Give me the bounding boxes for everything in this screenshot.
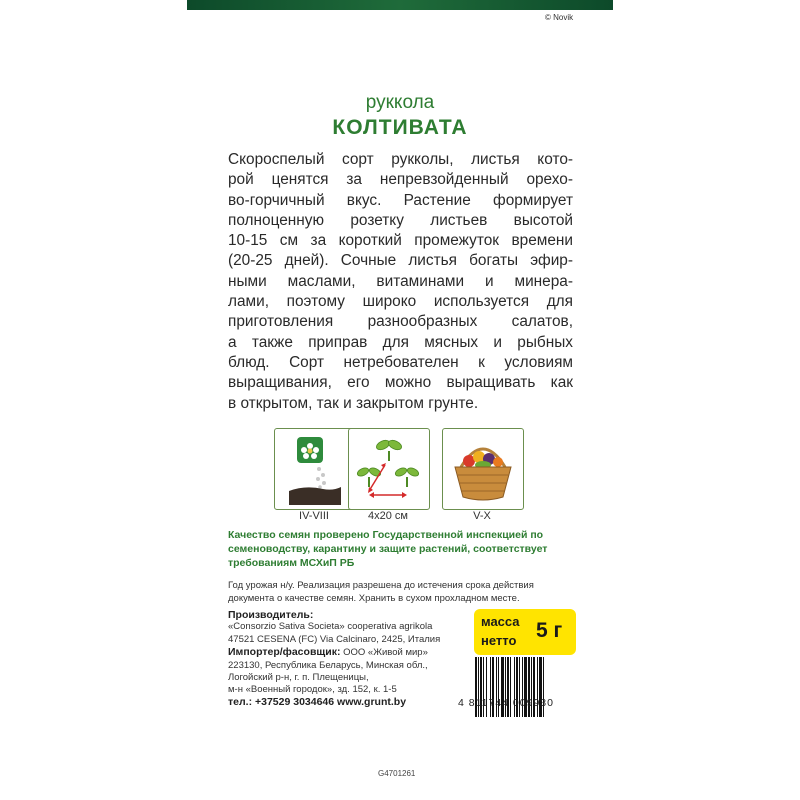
- product-code: G4701261: [378, 769, 416, 778]
- producer-line: «Consorzio Sativa Societa» cooperativa agrikola: [228, 621, 433, 633]
- importer-address: Логойский р-н, г. п. Плещеницы,: [228, 672, 369, 684]
- quality-line: семеноводству, карантину и защите растений, соответствует: [228, 543, 548, 555]
- importer-name: ООО «Живой мир»: [340, 647, 428, 659]
- planting-scheme-icon: [348, 428, 430, 510]
- planting-scheme-label: 4x20 см: [368, 510, 408, 522]
- contacts: тел.: +37529 3034646 www.grunt.by: [228, 696, 407, 708]
- description-line: Скороспелый сорт рукколы, листья кото-: [228, 151, 573, 168]
- sowing-icon: [274, 428, 356, 510]
- sowing-period-label: IV-VIII: [299, 510, 329, 522]
- description-line: ными маслами, витаминами и минера-: [228, 272, 573, 290]
- harvest-note-line: документа о качестве семян. Хранить в сухом прохладном месте.: [228, 593, 520, 604]
- quality-line: Качество семян проверено Государственной инспекцией по: [228, 529, 544, 541]
- description-line: (20-25 дней). Сочные листья богаты эфир-: [228, 252, 573, 270]
- description-line: во-горчичный вкус. Растение формирует: [228, 191, 573, 209]
- barcode-number: 4 811744 009930: [458, 697, 554, 709]
- weight-value: 5 г: [536, 619, 563, 642]
- harvest-period-label: V-X: [473, 510, 491, 522]
- description-line: выращивания, его можно выращивать как: [228, 374, 573, 392]
- top-brand-band: [187, 0, 613, 10]
- description-line: приготовления разнообразных салатов,: [228, 313, 573, 331]
- description-line: рой ценятся за непревзойденный орехо-: [228, 171, 573, 189]
- weight-label: нетто: [481, 633, 517, 648]
- importer-address: м-н «Военный городок», зд. 152, к. 1-5: [228, 684, 397, 696]
- importer-address: 223130, Республика Беларусь, Минская обл.,: [228, 659, 428, 671]
- harvest-basket-icon: [442, 428, 524, 510]
- importer-title: Импортер/фасовщик:: [228, 646, 341, 659]
- quality-line: требованиям МСХиП РБ: [228, 557, 355, 569]
- product-type: руккола: [365, 92, 435, 113]
- description-line: 10-15 см за короткий промежуток времени: [228, 232, 573, 250]
- product-name: КОЛТИВАТА: [332, 116, 468, 139]
- producer-line: 47521 CESENA (FC) Via Calcinaro, 2425, Италия: [228, 633, 441, 645]
- description-line: блюд. Сорт нетребователен к условиям: [228, 353, 573, 371]
- harvest-note-line: Год урожая н/у. Реализация разрешена до истечения срока действия: [228, 580, 534, 591]
- producer-info: [228, 609, 468, 697]
- description-line: полноценную розетку листьев высотой: [228, 211, 573, 229]
- net-weight-badge: [474, 609, 576, 655]
- description-line: в открытом, так и закрытом грунте.: [228, 394, 479, 412]
- description: [228, 150, 573, 414]
- weight-label: масса: [481, 614, 520, 629]
- copyright: © Novik: [545, 13, 574, 22]
- harvest-note: [228, 579, 588, 605]
- description-line: а также приправ для мясных и рыбных: [228, 333, 573, 351]
- description-line: лами, поэтому широко используется для: [228, 293, 573, 311]
- producer-title: Производитель:: [228, 609, 314, 621]
- quality-statement: [228, 528, 578, 570]
